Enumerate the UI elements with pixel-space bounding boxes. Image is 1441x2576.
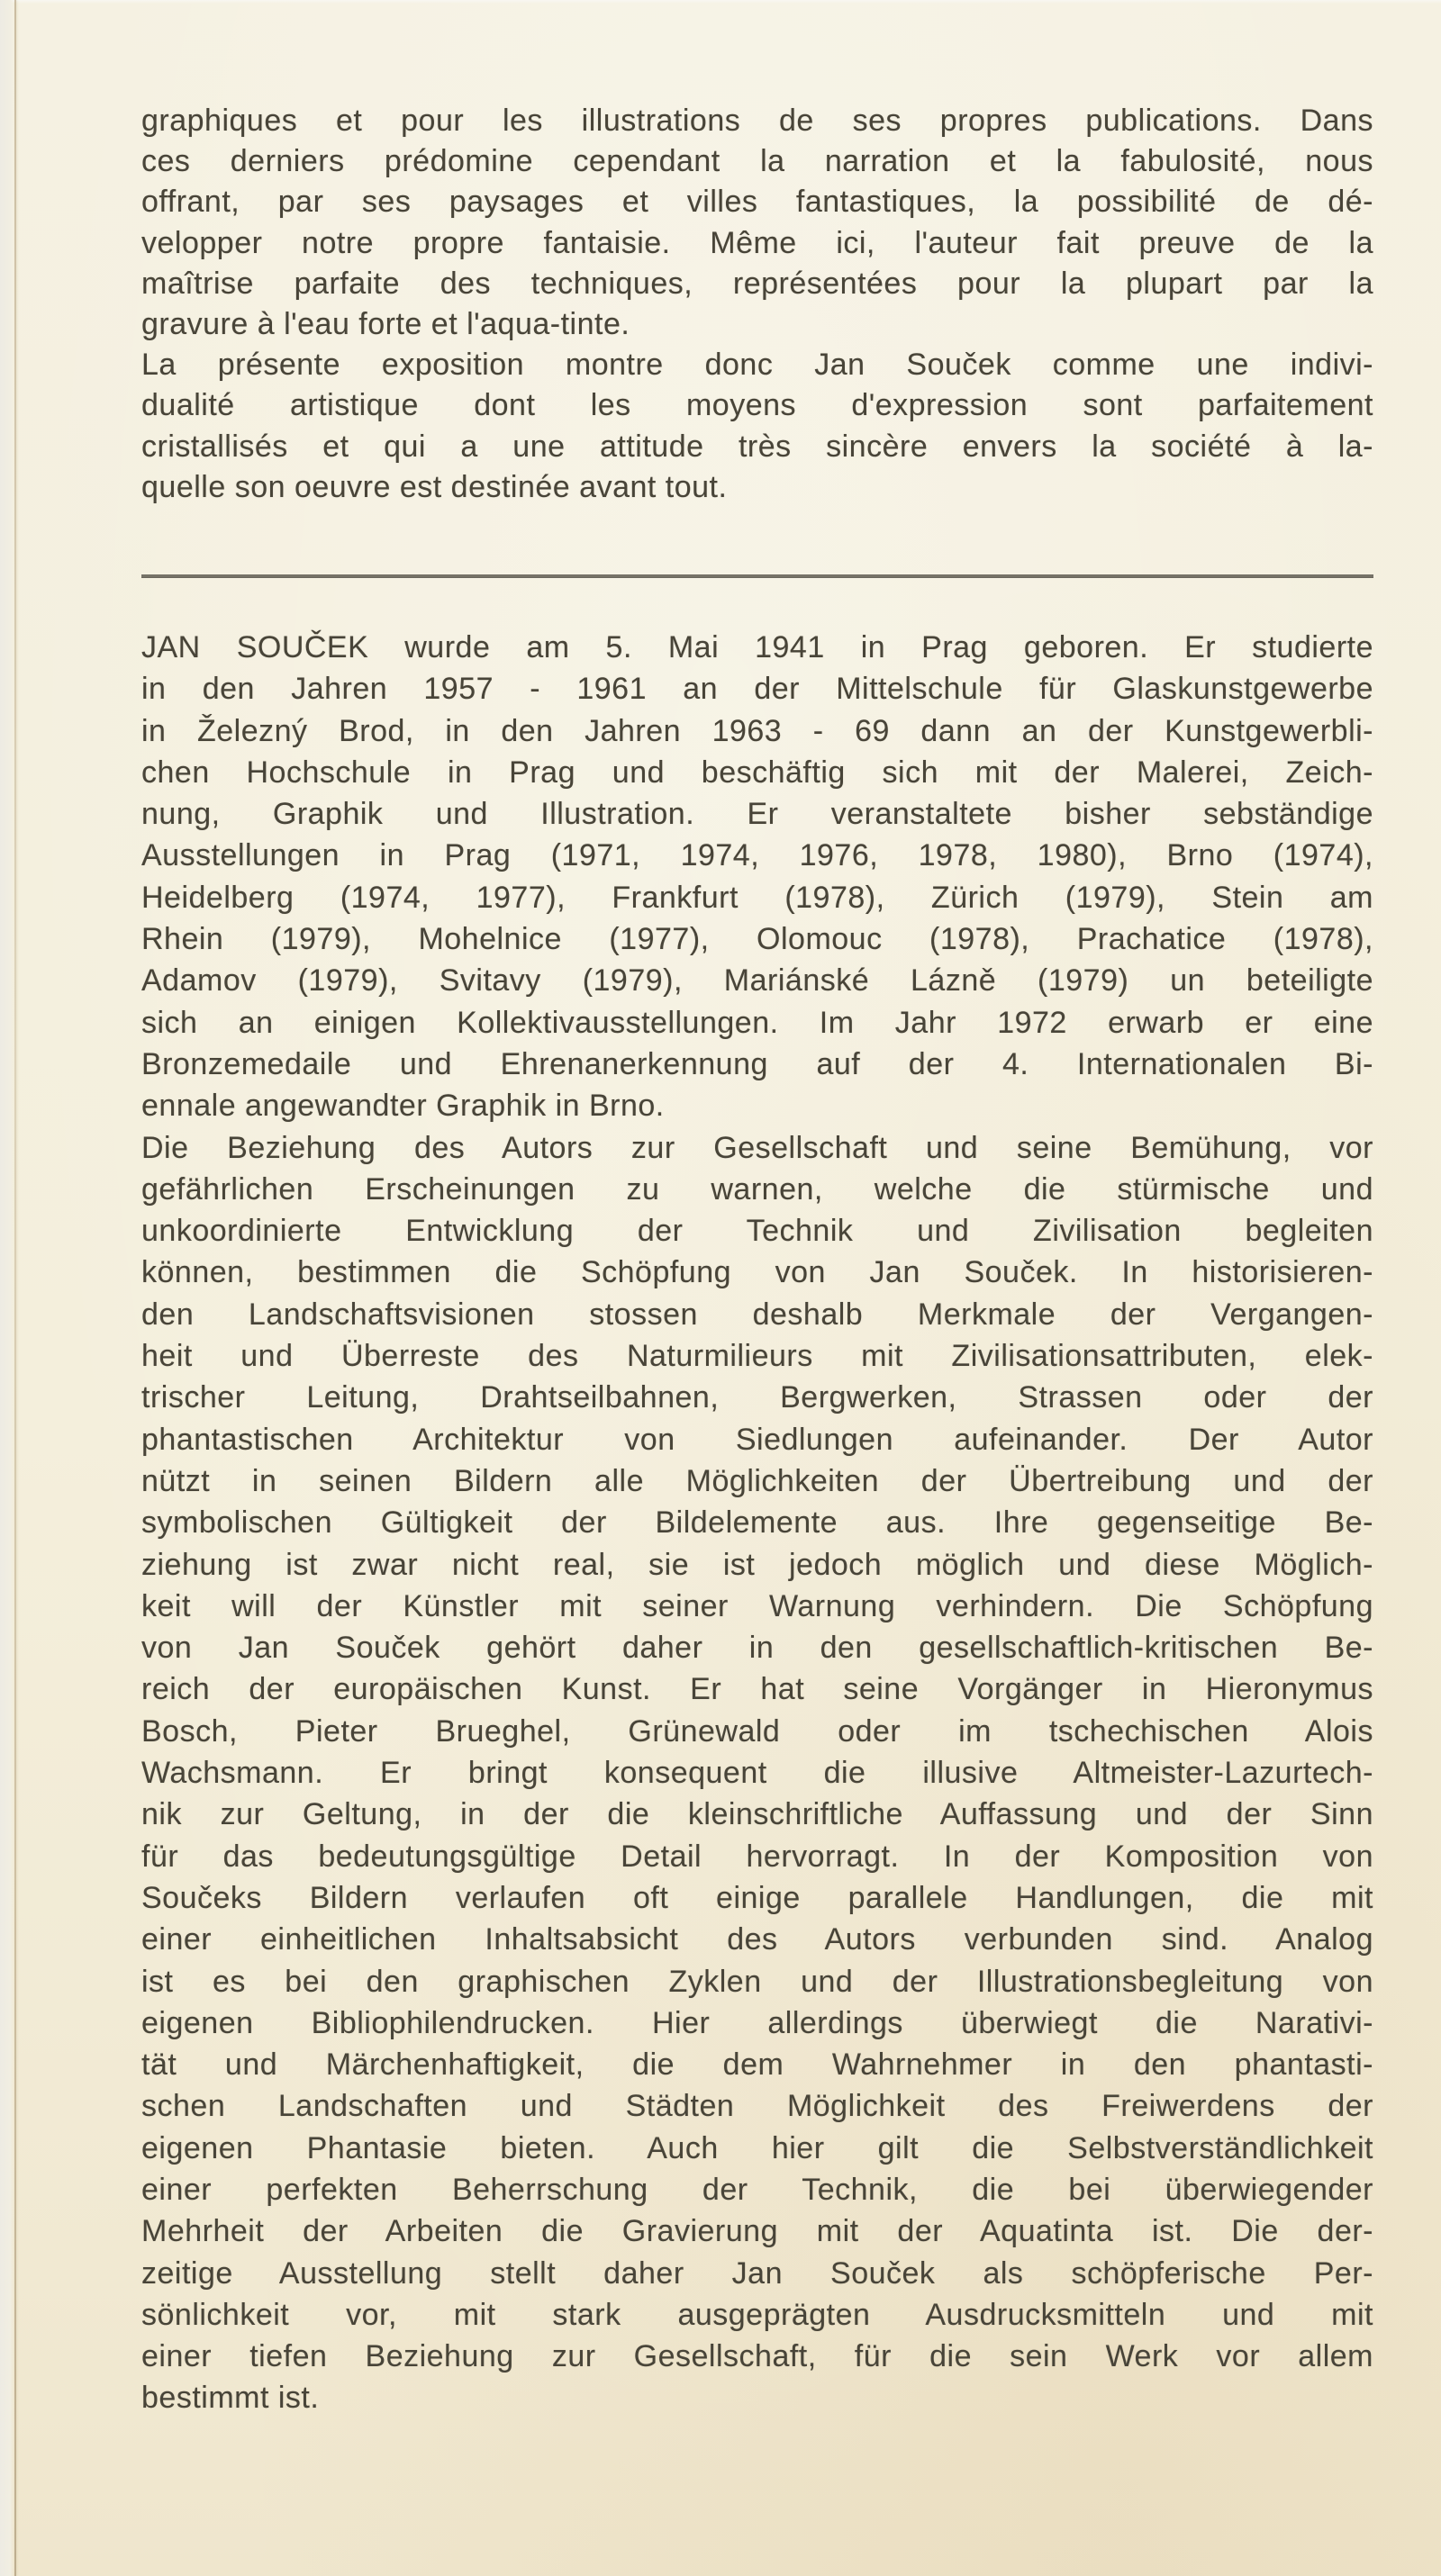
german-biography-paragraph (141, 627, 1373, 1127)
text-line: Rhein (1979), Mohelnice (1977), Olomouc (1978), Prachatice (1978), (141, 922, 1373, 957)
text-line: in Železný Brod, in den Jahren 1963 - 69 dann an der Kunstgewerbli- (141, 713, 1373, 748)
text-line: nung, Graphik und Illustration. Er veranstaltete bisher sebständige (141, 797, 1373, 832)
text-line: La présente exposition montre donc Jan Souček comme une indivi- (141, 348, 1373, 383)
text-line: velopper notre propre fantaisie. Même ici, l'auteur fait preuve de la (141, 225, 1373, 260)
text-line: nik zur Geltung, in der die kleinschriftliche Auffassung und der Sinn (141, 1797, 1373, 1832)
text-line: cristallisés et qui a une attitude très sincère envers la société à la- (141, 429, 1373, 464)
text-line: Mehrheit der Arbeiten die Gravierung mit der Aquatinta ist. Die der- (141, 2214, 1373, 2249)
german-text-block (141, 627, 1373, 2419)
text-line: können, bestimmen die Schöpfung von Jan Souček. In historisieren- (141, 1255, 1373, 1290)
fold-crease-line (14, 0, 16, 2576)
page-left-edge (0, 0, 14, 2576)
text-line: Bosch, Pieter Brueghel, Grünewald oder im tschechischen Alois (141, 1713, 1373, 1749)
french-text-block (141, 101, 1373, 508)
text-line: phantastischen Architektur von Siedlungen aufeinander. Der Autor (141, 1422, 1373, 1457)
text-line: Bronzemedaile und Ehrenanerkennung auf der 4. Internationalen Bi- (141, 1046, 1373, 1081)
text-line: keit will der Künstler mit seiner Warnung verhindern. Die Schöpfung (141, 1588, 1373, 1623)
text-line: trischer Leitung, Drahtseilbahnen, Bergwerken, Strassen oder der (141, 1380, 1373, 1415)
text-line: reich der europäischen Kunst. Er hat seine Vorgänger in Hieronymus (141, 1672, 1373, 1707)
text-line: ces derniers prédomine cependant la narration et la fabulosité, nous (141, 144, 1373, 179)
text-line: Adamov (1979), Svitavy (1979), Mariánské Lázně (1979) un beteiligte (141, 963, 1373, 999)
text-line: ziehung ist zwar nicht real, sie ist jedoch möglich und diese Möglich- (141, 1547, 1373, 1582)
text-line: zeitige Ausstellung stellt daher Jan Souček als schöpferische Per- (141, 2255, 1373, 2291)
text-line: sich an einigen Kollektivausstellungen. Im Jahr 1972 erwarb er eine (141, 1005, 1373, 1040)
text-line: Heidelberg (1974, 1977), Frankfurt (1978), Zürich (1979), Stein am (141, 880, 1373, 915)
text-line: sönlichkeit vor, mit stark ausgeprägten Ausdrucksmitteln und mit (141, 2297, 1373, 2332)
text-line: tät und Märchenhaftigkeit, die dem Wahrnehmer in den phantasti- (141, 2047, 1373, 2083)
text-line: chen Hochschule in Prag und beschäftig sich mit der Malerei, Zeich- (141, 755, 1373, 790)
text-line: ist es bei den graphischen Zyklen und der Illustrationsbegleitung von (141, 1964, 1373, 1999)
text-line: unkoordinierte Entwicklung der Technik und Zivilisation begleiten (141, 1214, 1373, 1249)
text-line: ennale angewandter Graphik in Brno. (141, 1089, 665, 1124)
text-line: gefährlichen Erscheinungen zu warnen, welche die stürmische und (141, 1171, 1373, 1207)
text-line: einer tiefen Beziehung zur Gesellschaft, für die sein Werk vor allem (141, 2339, 1373, 2374)
text-line: einer perfekten Beherrschung der Technik, die bei überwiegender (141, 2172, 1373, 2207)
scan-top-edge (0, 0, 1441, 4)
text-line: Die Beziehung des Autors zur Gesellschaft und seine Bemühung, vor (141, 1130, 1373, 1165)
french-paragraph-1 (141, 101, 1373, 345)
text-line: in den Jahren 1957 - 1961 an der Mittelschule für Glaskunstgewerbe (141, 672, 1373, 707)
text-line: graphiques et pour les illustrations de ses propres publications. Dans (141, 104, 1373, 138)
text-line: quelle son oeuvre est destinée avant tout. (141, 469, 728, 504)
text-line: von Jan Souček gehört daher in den gesellschaftlich-kritischen Be- (141, 1631, 1373, 1666)
text-line: Wachsmann. Er bringt konsequent die illusive Altmeister-Lazurtech- (141, 1756, 1373, 1791)
text-line: offrant, par ses paysages et villes fantastiques, la possibilité de dé- (141, 185, 1373, 220)
text-line: dualité artistique dont les moyens d'expression sont parfaitement (141, 388, 1373, 423)
french-paragraph-2 (141, 345, 1373, 508)
german-essay-paragraph (141, 1127, 1373, 2419)
text-line: schen Landschaften und Städten Möglichkeit des Freiwerdens der (141, 2089, 1373, 2124)
text-line: symbolischen Gültigkeit der Bildelemente aus. Ihre gegenseitige Be- (141, 1505, 1373, 1541)
text-line: Ausstellungen in Prag (1971, 1974, 1976, 1978, 1980), Brno (1974), (141, 838, 1373, 873)
text-line: Součeks Bildern verlaufen oft einige parallele Handlungen, die mit (141, 1880, 1373, 1915)
text-line: nützt in seinen Bildern alle Möglichkeiten der Übertreibung und der (141, 1463, 1373, 1498)
text-line: bestimmt ist. (141, 2381, 320, 2416)
text-line: maîtrise parfaite des techniques, représentées pour la plupart par la (141, 266, 1373, 301)
section-divider-rule (141, 574, 1373, 578)
text-line: gravure à l'eau forte et l'aqua-tinte. (141, 306, 630, 341)
text-line: einer einheitlichen Inhaltsabsicht des Autors verbunden sind. Analog (141, 1922, 1373, 1957)
text-line: JAN SOUČEK wurde am 5. Mai 1941 in Prag geboren. Er studierte (141, 630, 1373, 664)
text-line: eigenen Phantasie bieten. Auch hier gilt die Selbstverständlichkeit (141, 2130, 1373, 2165)
text-line: den Landschaftsvisionen stossen deshalb Merkmale der Vergangen- (141, 1297, 1373, 1332)
text-line: eigenen Bibliophilendrucken. Hier allerdings überwiegt die Narativi- (141, 2005, 1373, 2040)
text-line: heit und Überreste des Naturmilieurs mit Zivilisationsattributen, elek- (141, 1339, 1373, 1374)
text-line: für das bedeutungsgültige Detail hervorragt. In der Komposition von (141, 1839, 1373, 1874)
